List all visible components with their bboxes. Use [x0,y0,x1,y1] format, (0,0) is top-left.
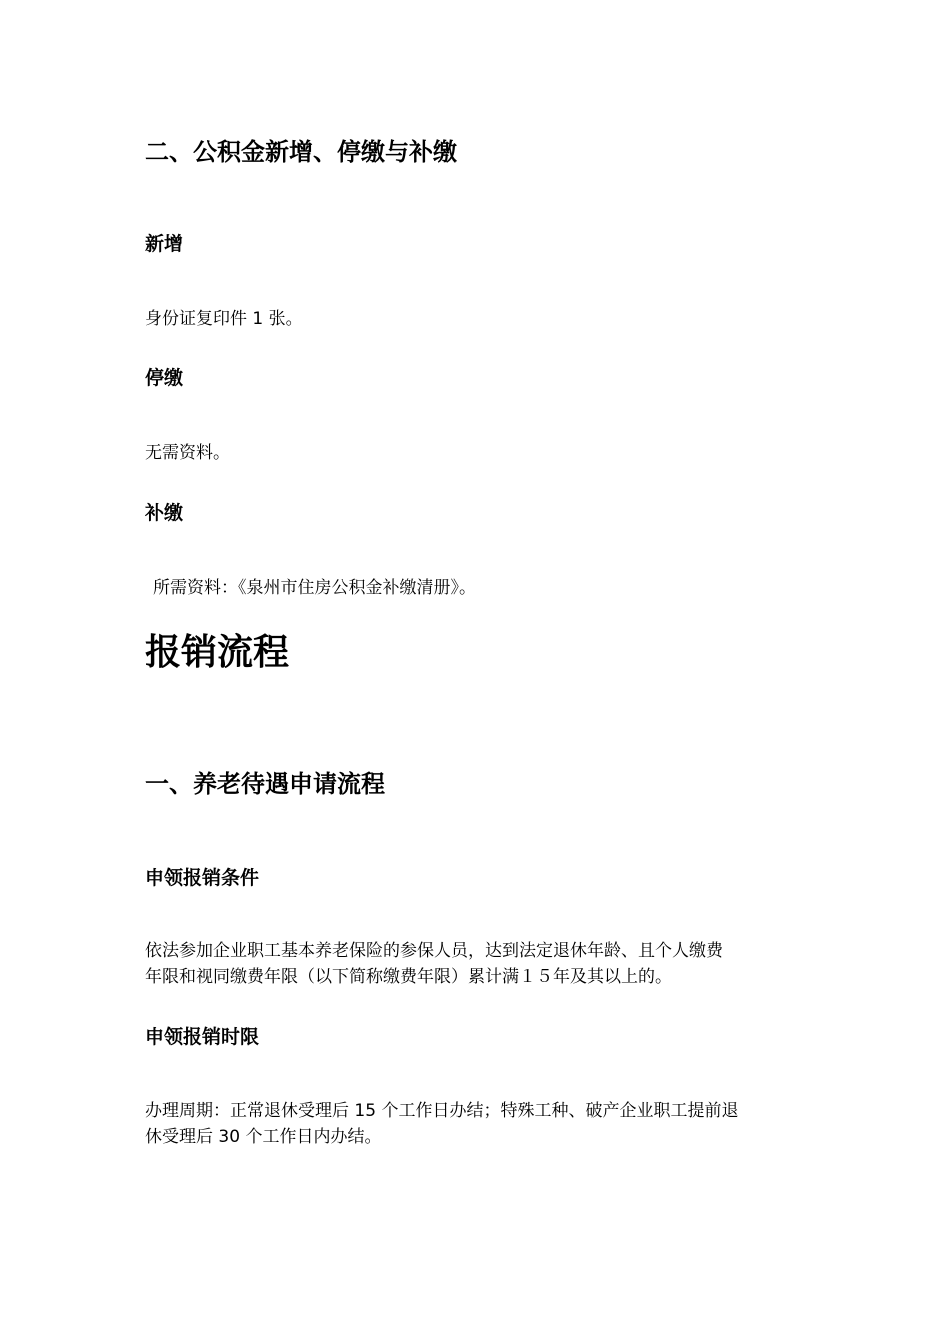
section-heading-contribution: 二、公积金新增、停缴与补缴 [145,138,457,166]
subheading-time-limit: 申领报销时限 [145,1026,260,1048]
paragraph-stop: 无需资料。 [145,443,230,463]
subheading-add: 新增 [145,233,184,255]
section-heading-pension: 一、养老待遇申请流程 [145,770,385,798]
paragraph-add: 身份证复印件 1 张。 [145,309,303,329]
paragraph-supplement: 所需资料：《泉州市住房公积金补缴清册》。 [153,578,476,598]
page-title-reimbursement: 报销流程 [145,632,290,673]
paragraph-time-limit-line2: 休受理后 30 个工作日内办结。 [145,1127,382,1147]
paragraph-conditions-line2: 年限和视同缴费年限（以下简称缴费年限）累计满１５年及其以上的。 [145,967,672,987]
subheading-stop: 停缴 [145,367,184,389]
paragraph-conditions-line1: 依法参加企业职工基本养老保险的参保人员，达到法定退休年龄、且个人缴费 [145,941,723,961]
subheading-conditions: 申领报销条件 [145,867,260,889]
paragraph-time-limit-line1: 办理周期：正常退休受理后 15 个工作日办结；特殊工种、破产企业职工提前退 [145,1101,739,1121]
subheading-supplement: 补缴 [145,502,184,524]
